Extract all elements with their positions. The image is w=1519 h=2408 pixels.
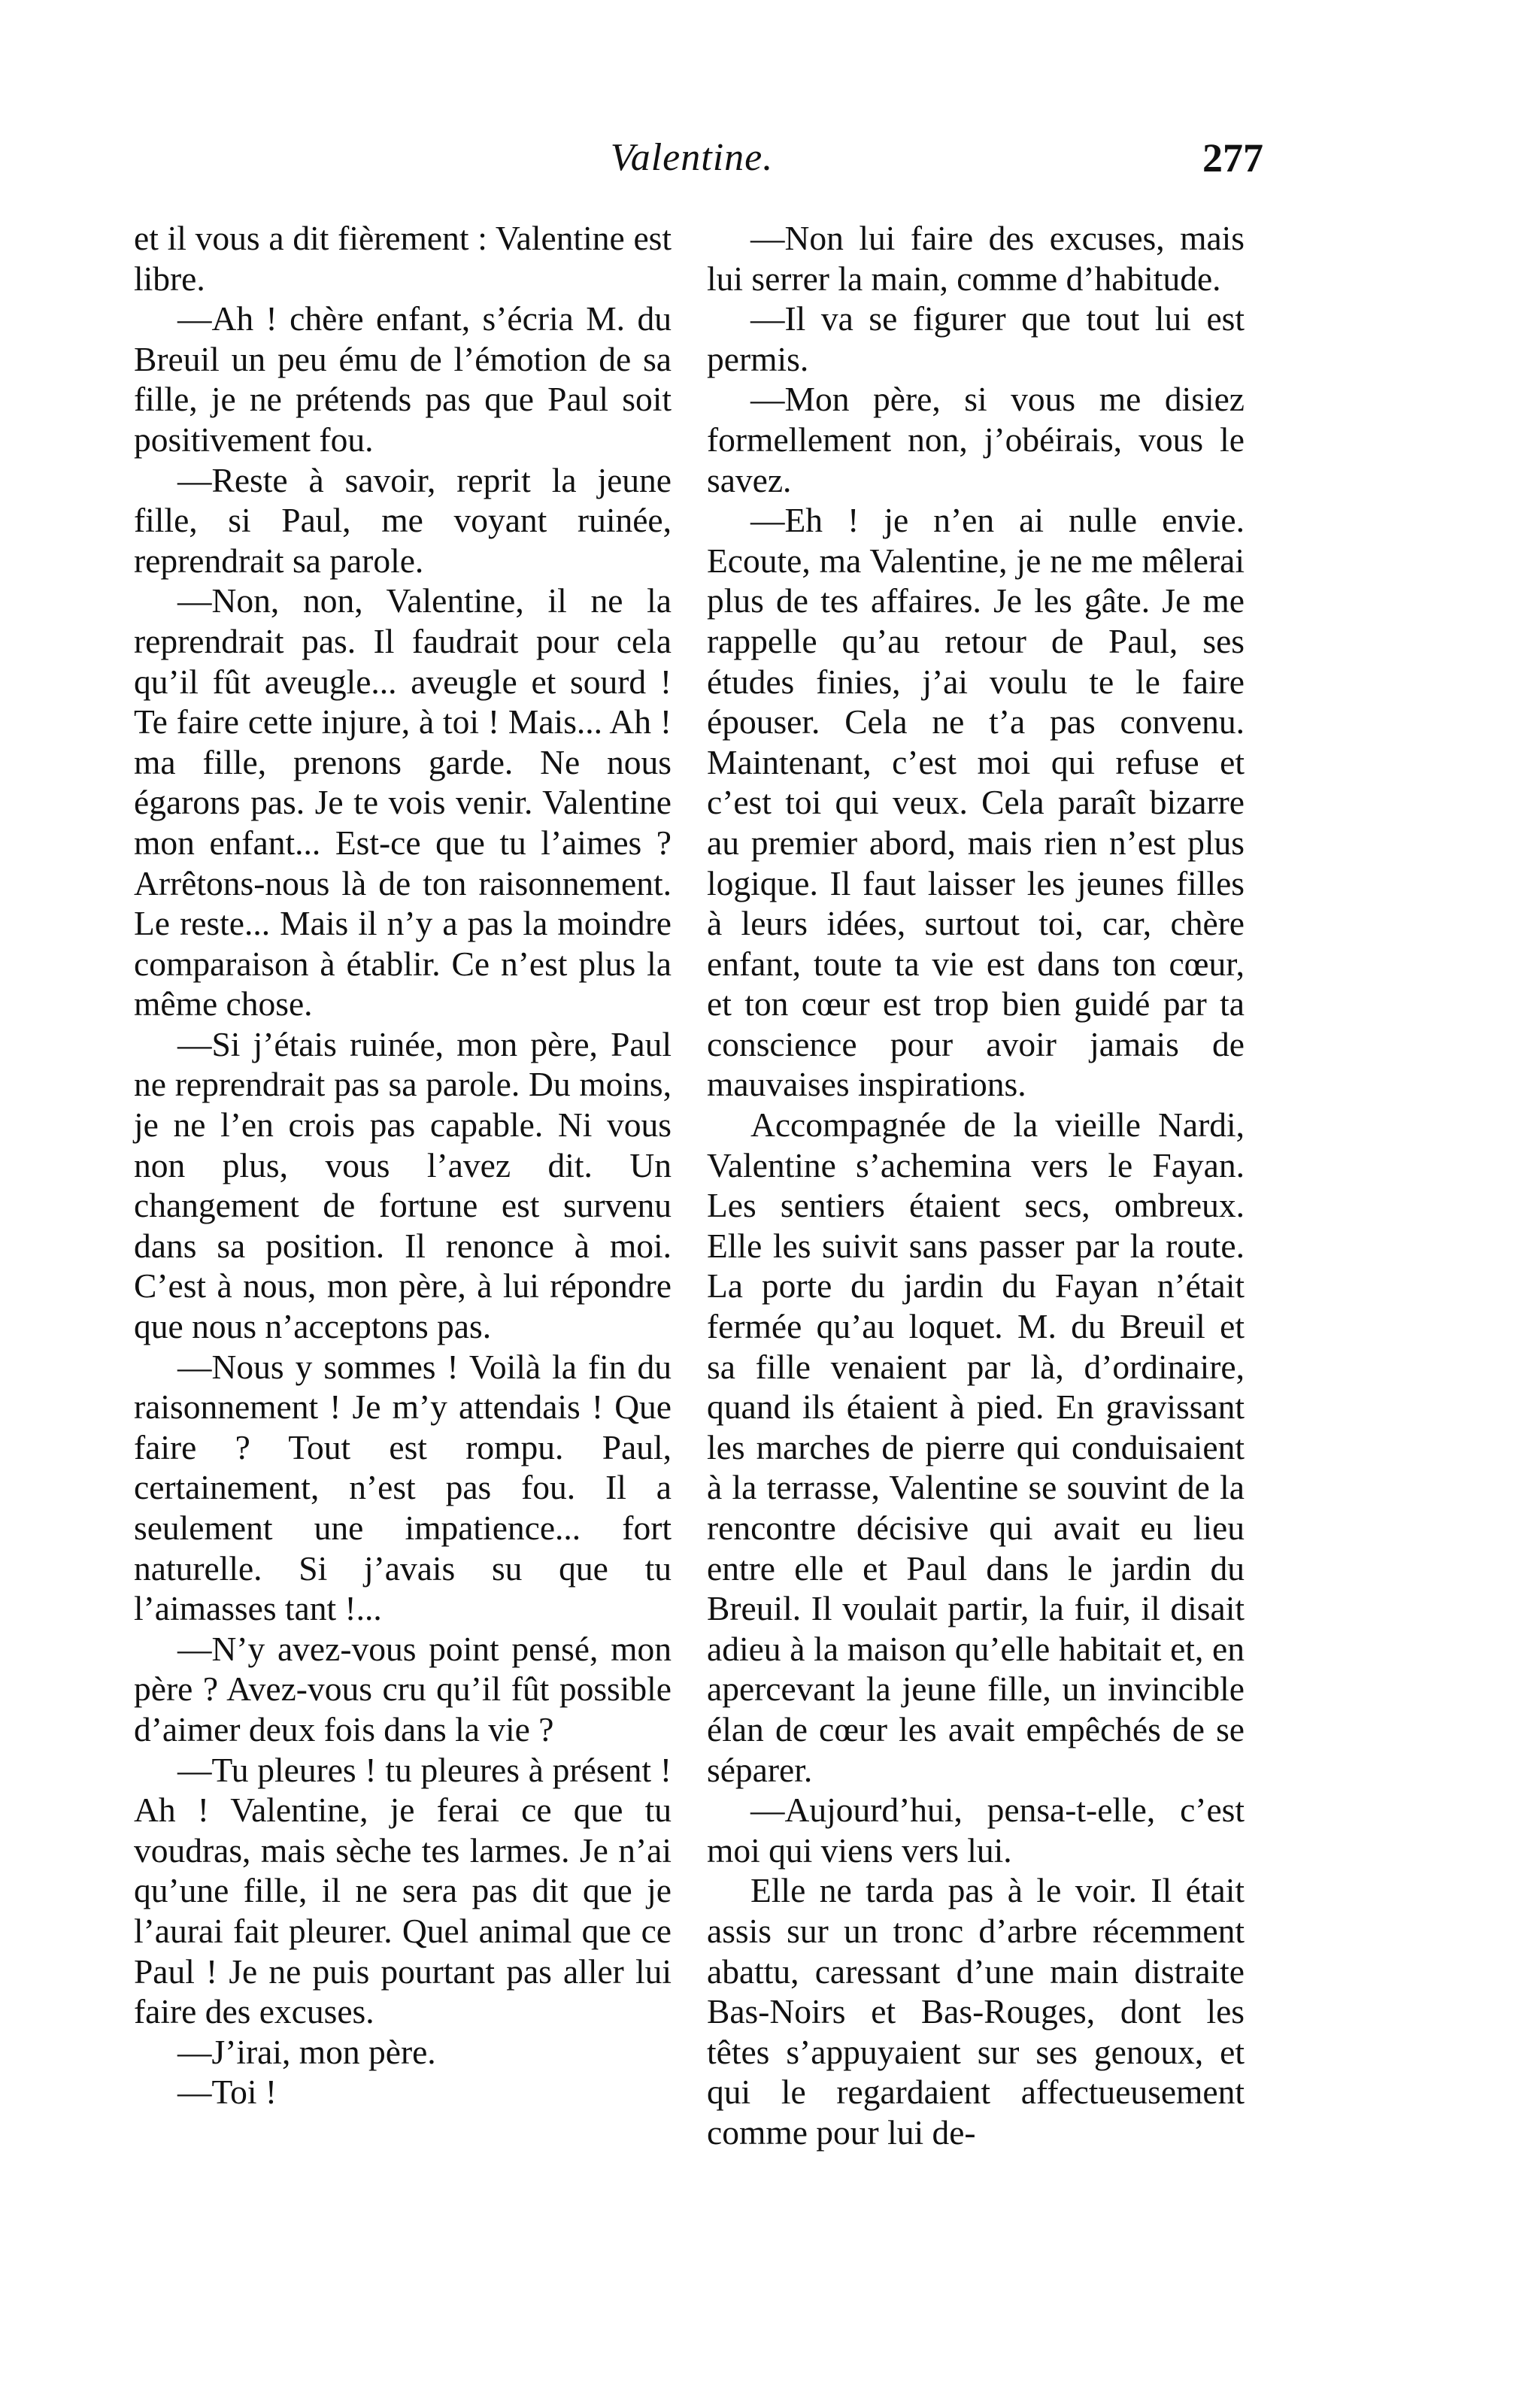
paragraph: et il vous a dit fièrement : Valentine est libre.	[134, 219, 672, 298]
paragraph: —Mon père, si vous me disiez formellement non, j’obéirais, vous le savez.	[707, 380, 1245, 499]
paragraph: —Nous y sommes ! Voilà la fin du raisonnement ! Je m’y attendais ! Que faire ? Tout est rompu. Paul, certainement, n’est pas fou. Il a seulement une impatience... fort naturelle. Si j’avais su que tu l’aimasses tant !...	[134, 1347, 672, 1628]
paragraph: —Non lui faire des excuses, mais lui serrer la main, comme d’habitude.	[707, 219, 1245, 298]
paragraph: —Ah ! chère enfant, s’écria M. du Breuil un peu ému de l’émotion de sa fille, je ne prétends pas que Paul soit positivement fou.	[134, 299, 672, 459]
paragraph: —Aujourd’hui, pensa-t-elle, c’est moi qui viens vers lui.	[707, 1791, 1245, 1870]
paragraph: —Tu pleures ! tu pleures à présent ! Ah ! Valentine, je ferai ce que tu voudras, mais sèche tes larmes. Je n’ai qu’une fille, il ne sera pas dit que je l’aurai fait pleurer. Quel animal que ce Paul ! Je ne puis pourtant pas aller lui faire des excuses.	[134, 1750, 672, 2031]
paragraph: —Eh ! je n’en ai nulle envie. Ecoute, ma Valentine, je ne me mêlerai plus de tes affaires. Je les gâte. Je me rappelle qu’au retour de Paul, ses études finies, j’ai voulu te le faire épouser. Cela ne t’a pas convenu. Maintenant, c’est moi qui refuse et c’est toi qui veux. Cela paraît bizarre au premier abord, mais rien n’est plus logique. Il faut laisser les jeunes filles à leurs idées, surtout toi, car, chère enfant, toute ta vie est dans ton cœur, et ton cœur est trop bien guidé par ta conscience pour avoir jamais de mauvaises inspirations.	[707, 501, 1245, 1104]
paragraph: —Toi !	[177, 2073, 277, 2112]
paragraph: —N’y avez-vous point pensé, mon père ? Avez-vous cru qu’il fût possible d’aimer deux fois dans la vie ?	[134, 1629, 672, 1748]
paragraph: —Reste à savoir, reprit la jeune fille, si Paul, me voyant ruinée, reprendrait sa parole.	[134, 460, 672, 580]
paragraph: —J’irai, mon père.	[177, 2032, 436, 2071]
paragraph: Elle ne tarda pas à le voir. Il était assis sur un tronc d’arbre récemment abattu, caressant d’une main distraite Bas-Noirs et Bas-Rouges, dont les têtes s’appuyaient sur ses genoux, et qui le regardaient affectueusement comme pour lui de-	[707, 1871, 1245, 2152]
left-column	[134, 218, 672, 2112]
right-column	[707, 218, 1245, 2153]
page-header	[135, 128, 1263, 196]
running-title: Valentine.	[610, 136, 774, 179]
page-number: 277	[1202, 135, 1263, 180]
paragraph: —Si j’étais ruinée, mon père, Paul ne reprendrait pas sa parole. Du moins, je ne l’en crois pas capable. Ni vous non plus, vous l’avez dit. Un changement de fortune est survenu dans sa position. Il renonce à moi. C’est à nous, mon père, à lui répondre que nous n’acceptons pas.	[134, 1024, 672, 1346]
paragraph: Accompagnée de la vieille Nardi, Valentine s’achemina vers le Fayan. Les sentiers étaient secs, ombreux. Elle les suivit sans passer par la route. La porte du jardin du Fayan n’était fermée qu’au loquet. M. du Breuil et sa fille venaient par là, d’ordinaire, quand ils étaient à pied. En gravissant les marches de pierre qui conduisaient à la terrasse, Valentine se souvint de la rencontre décisive qui avait eu lieu entre elle et Paul dans le jardin du Breuil. Il voulait partir, la fuir, il disait adieu à la maison qu’elle habitait et, en apercevant la jeune fille, un invincible élan de cœur les avait empêchés de se séparer.	[707, 1105, 1245, 1789]
paragraph: —Il va se figurer que tout lui est permis.	[707, 299, 1245, 378]
paragraph: —Non, non, Valentine, il ne la reprendrait pas. Il faudrait pour cela qu’il fût aveugle... aveugle et sourd ! Te faire cette injure, à toi ! Mais... Ah ! ma fille, prenons garde. Ne nous égarons pas. Je te vois venir. Valentine mon enfant... Est-ce que tu l’aimes ? Arrêtons-nous là de ton raisonnement. Le reste... Mais il n’y a pas la moindre comparaison à établir. Ce n’est plus la même chose.	[134, 581, 672, 1024]
